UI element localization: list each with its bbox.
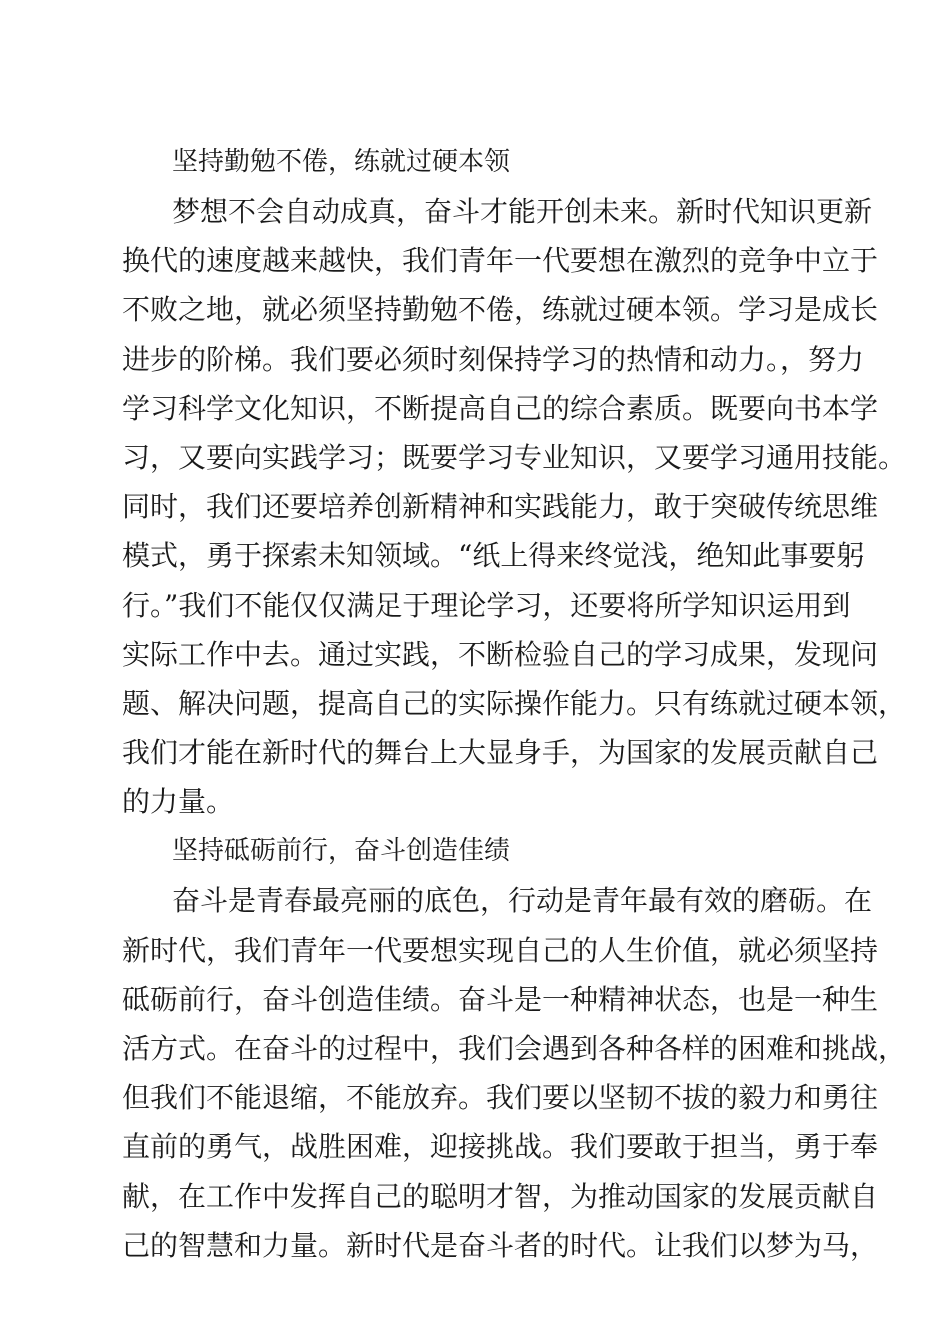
paragraph-line: 的力量。 <box>122 785 235 819</box>
document-body <box>122 137 907 1270</box>
paragraph-line: 但我们不能退缩，不能放弃。我们要以坚韧不拔的毅力和勇往 <box>122 1081 879 1115</box>
paragraph-perseverance <box>122 876 907 1270</box>
paragraph-line: 模式，勇于探索未知领域。“纸上得来终觉浅，绝知此事要躬 <box>122 539 865 573</box>
paragraph-line: 献，在工作中发挥自己的聪明才智，为推动国家的发展贡献自 <box>122 1179 879 1213</box>
paragraph-line: 直前的勇气，战胜困难，迎接挑战。我们要敢于担当，勇于奉 <box>122 1130 879 1164</box>
paragraph-line: 学习科学文化知识，不断提高自己的综合素质。既要向书本学 <box>122 391 879 425</box>
paragraph-line: 新时代，我们青年一代要想实现自己的人生价值，就必须坚持 <box>122 933 879 967</box>
paragraph-diligence <box>122 187 907 826</box>
paragraph-line: 行。”我们不能仅仅满足于理论学习，还要将所学知识运用到 <box>122 588 851 622</box>
paragraph-line: 不败之地，就必须坚持勤勉不倦，练就过硬本领。学习是成长 <box>122 293 879 327</box>
section-heading-diligence: 坚持勤勉不倦，练就过硬本领 <box>172 147 511 177</box>
paragraph-line: 习，又要向实践学习；既要学习专业知识，又要学习通用技能。 <box>122 440 907 474</box>
paragraph-line: 同时，我们还要培养创新精神和实践能力，敢于突破传统思维 <box>122 490 879 524</box>
paragraph-line: 题、解决问题，提高自己的实际操作能力。只有练就过硬本领， <box>122 686 907 720</box>
paragraph-line: 活方式。在奋斗的过程中，我们会遇到各种各样的困难和挑战， <box>122 1032 907 1065</box>
paragraph-line: 进步的阶梯。我们要必须时刻保持学习的热情和动力。，努力 <box>122 342 865 376</box>
paragraph-line: 砥砺前行，奋斗创造佳绩。奋斗是一种精神状态，也是一种生 <box>122 982 879 1016</box>
paragraph-line: 我们才能在新时代的舞台上大显身手，为国家的发展贡献自己 <box>122 736 879 770</box>
paragraph-line: 奋斗是青春最亮丽的底色，行动是青年最有效的磨砺。在 <box>172 884 873 918</box>
paragraph-line: 实际工作中去。通过实践，不断检验自己的学习成果，发现问 <box>122 637 879 671</box>
paragraph-line: 梦想不会自动成真，奋斗才能开创未来。新时代知识更新 <box>172 195 873 228</box>
section-heading-perseverance: 坚持砥砺前行，奋斗创造佳绩 <box>172 836 511 867</box>
paragraph-line: 换代的速度越来越快，我们青年一代要想在激烈的竞争中立于 <box>122 244 879 278</box>
paragraph-line: 己的智慧和力量。新时代是奋斗者的时代。让我们以梦为马， <box>122 1228 879 1262</box>
